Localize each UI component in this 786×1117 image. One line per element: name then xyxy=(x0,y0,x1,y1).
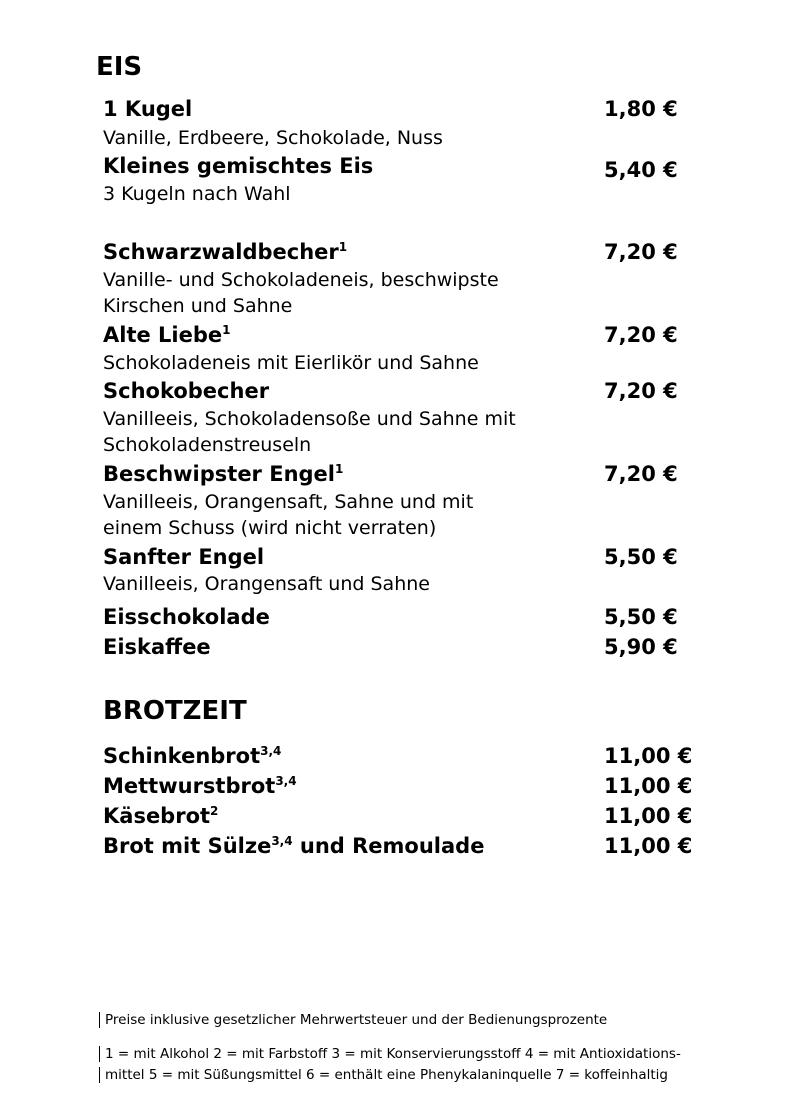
menu-item-description: Schokoladenstreuseln xyxy=(103,434,312,456)
menu-item-name: Sanfter Engel xyxy=(103,545,265,569)
allergen-footnote: 2 xyxy=(210,804,219,818)
menu-item-name: Schokobecher xyxy=(103,379,270,403)
menu-item-description: Kirschen und Sahne xyxy=(103,295,293,317)
price-note: Preise inklusive gesetzlicher Mehrwertsteuer und der Bedienungsprozente xyxy=(99,1012,607,1028)
menu-item-price: 11,00 € xyxy=(604,834,693,858)
additives-legend-line1: 1 = mit Alkohol 2 = mit Farbstoff 3 = mit Konservierungsstoff 4 = mit Antioxidations- xyxy=(99,1046,681,1062)
menu-item-price: 11,00 € xyxy=(604,774,693,798)
menu-item-name: Eiskaffee xyxy=(103,635,211,659)
menu-item-price: 5,50 € xyxy=(604,545,678,569)
allergen-footnote: 1 xyxy=(222,323,231,337)
menu-item-price: 7,20 € xyxy=(604,323,678,347)
menu-item-name: Schinkenbrot$^{3,4}$ xyxy=(103,744,282,768)
allergen-footnote: 3,4 xyxy=(260,744,282,758)
menu-item-description: 3 Kugeln nach Wahl xyxy=(103,183,291,205)
menu-item-price: 5,90 € xyxy=(604,635,678,659)
menu-item-description: einem Schuss (wird nicht verraten) xyxy=(103,517,437,539)
menu-item-price: 7,20 € xyxy=(604,240,678,264)
allergen-footnote: 3,4 xyxy=(275,774,297,788)
menu-item-name: Eisschokolade xyxy=(103,605,270,629)
menu-item-price: 7,20 € xyxy=(604,379,678,403)
allergen-footnote: 1 xyxy=(338,240,348,254)
menu-item-price: 5,50 € xyxy=(604,605,678,629)
menu-item-description: Vanille, Erdbeere, Schokolade, Nuss xyxy=(103,127,443,149)
menu-item-description: Schokoladeneis mit Eierlikör und Sahne xyxy=(103,352,479,374)
menu-item-name: Mettwurstbrot$^{3,4}$ xyxy=(103,774,297,798)
menu-item-description: Vanilleeis, Orangensaft und Sahne xyxy=(103,573,430,595)
menu-item-description: Vanilleeis, Schokoladensoße und Sahne mit xyxy=(103,408,516,430)
eis-heading: EIS xyxy=(96,52,143,82)
menu-item-name: Schwarzwaldbecher$^1$ xyxy=(103,240,348,264)
allergen-footnote: 1 xyxy=(335,462,344,476)
menu-item-price: 5,40 € xyxy=(604,158,678,182)
allergen-footnote: 3,4 xyxy=(271,834,293,848)
additives-legend-line2: mittel 5 = mit Süßungsmittel 6 = enthält eine Phenykalaninquelle 7 = koffeinhaltig xyxy=(99,1067,668,1083)
menu-item-price: 7,20 € xyxy=(604,462,678,486)
menu-item-description: Vanilleeis, Orangensaft, Sahne und mit xyxy=(103,491,474,513)
brotzeit-heading: BROTZEIT xyxy=(103,696,247,726)
menu-item-name: Käsebrot$^2$ xyxy=(103,804,219,828)
menu-item-description: Vanille- und Schokoladeneis, beschwipste xyxy=(103,269,499,291)
menu-item-name: Brot mit Sülze$^{3,4}$ und Remoulade xyxy=(103,834,485,858)
menu-item-price: 1,80 € xyxy=(604,97,678,121)
menu-item-name: 1 Kugel xyxy=(103,97,193,121)
menu-item-price: 11,00 € xyxy=(604,744,693,768)
menu-item-name: Kleines gemischtes Eis xyxy=(103,154,374,178)
menu-item-name: Alte Liebe$^1$ xyxy=(103,323,231,347)
menu-item-price: 11,00 € xyxy=(604,804,693,828)
menu-item-name: Beschwipster Engel$^1$ xyxy=(103,462,344,486)
